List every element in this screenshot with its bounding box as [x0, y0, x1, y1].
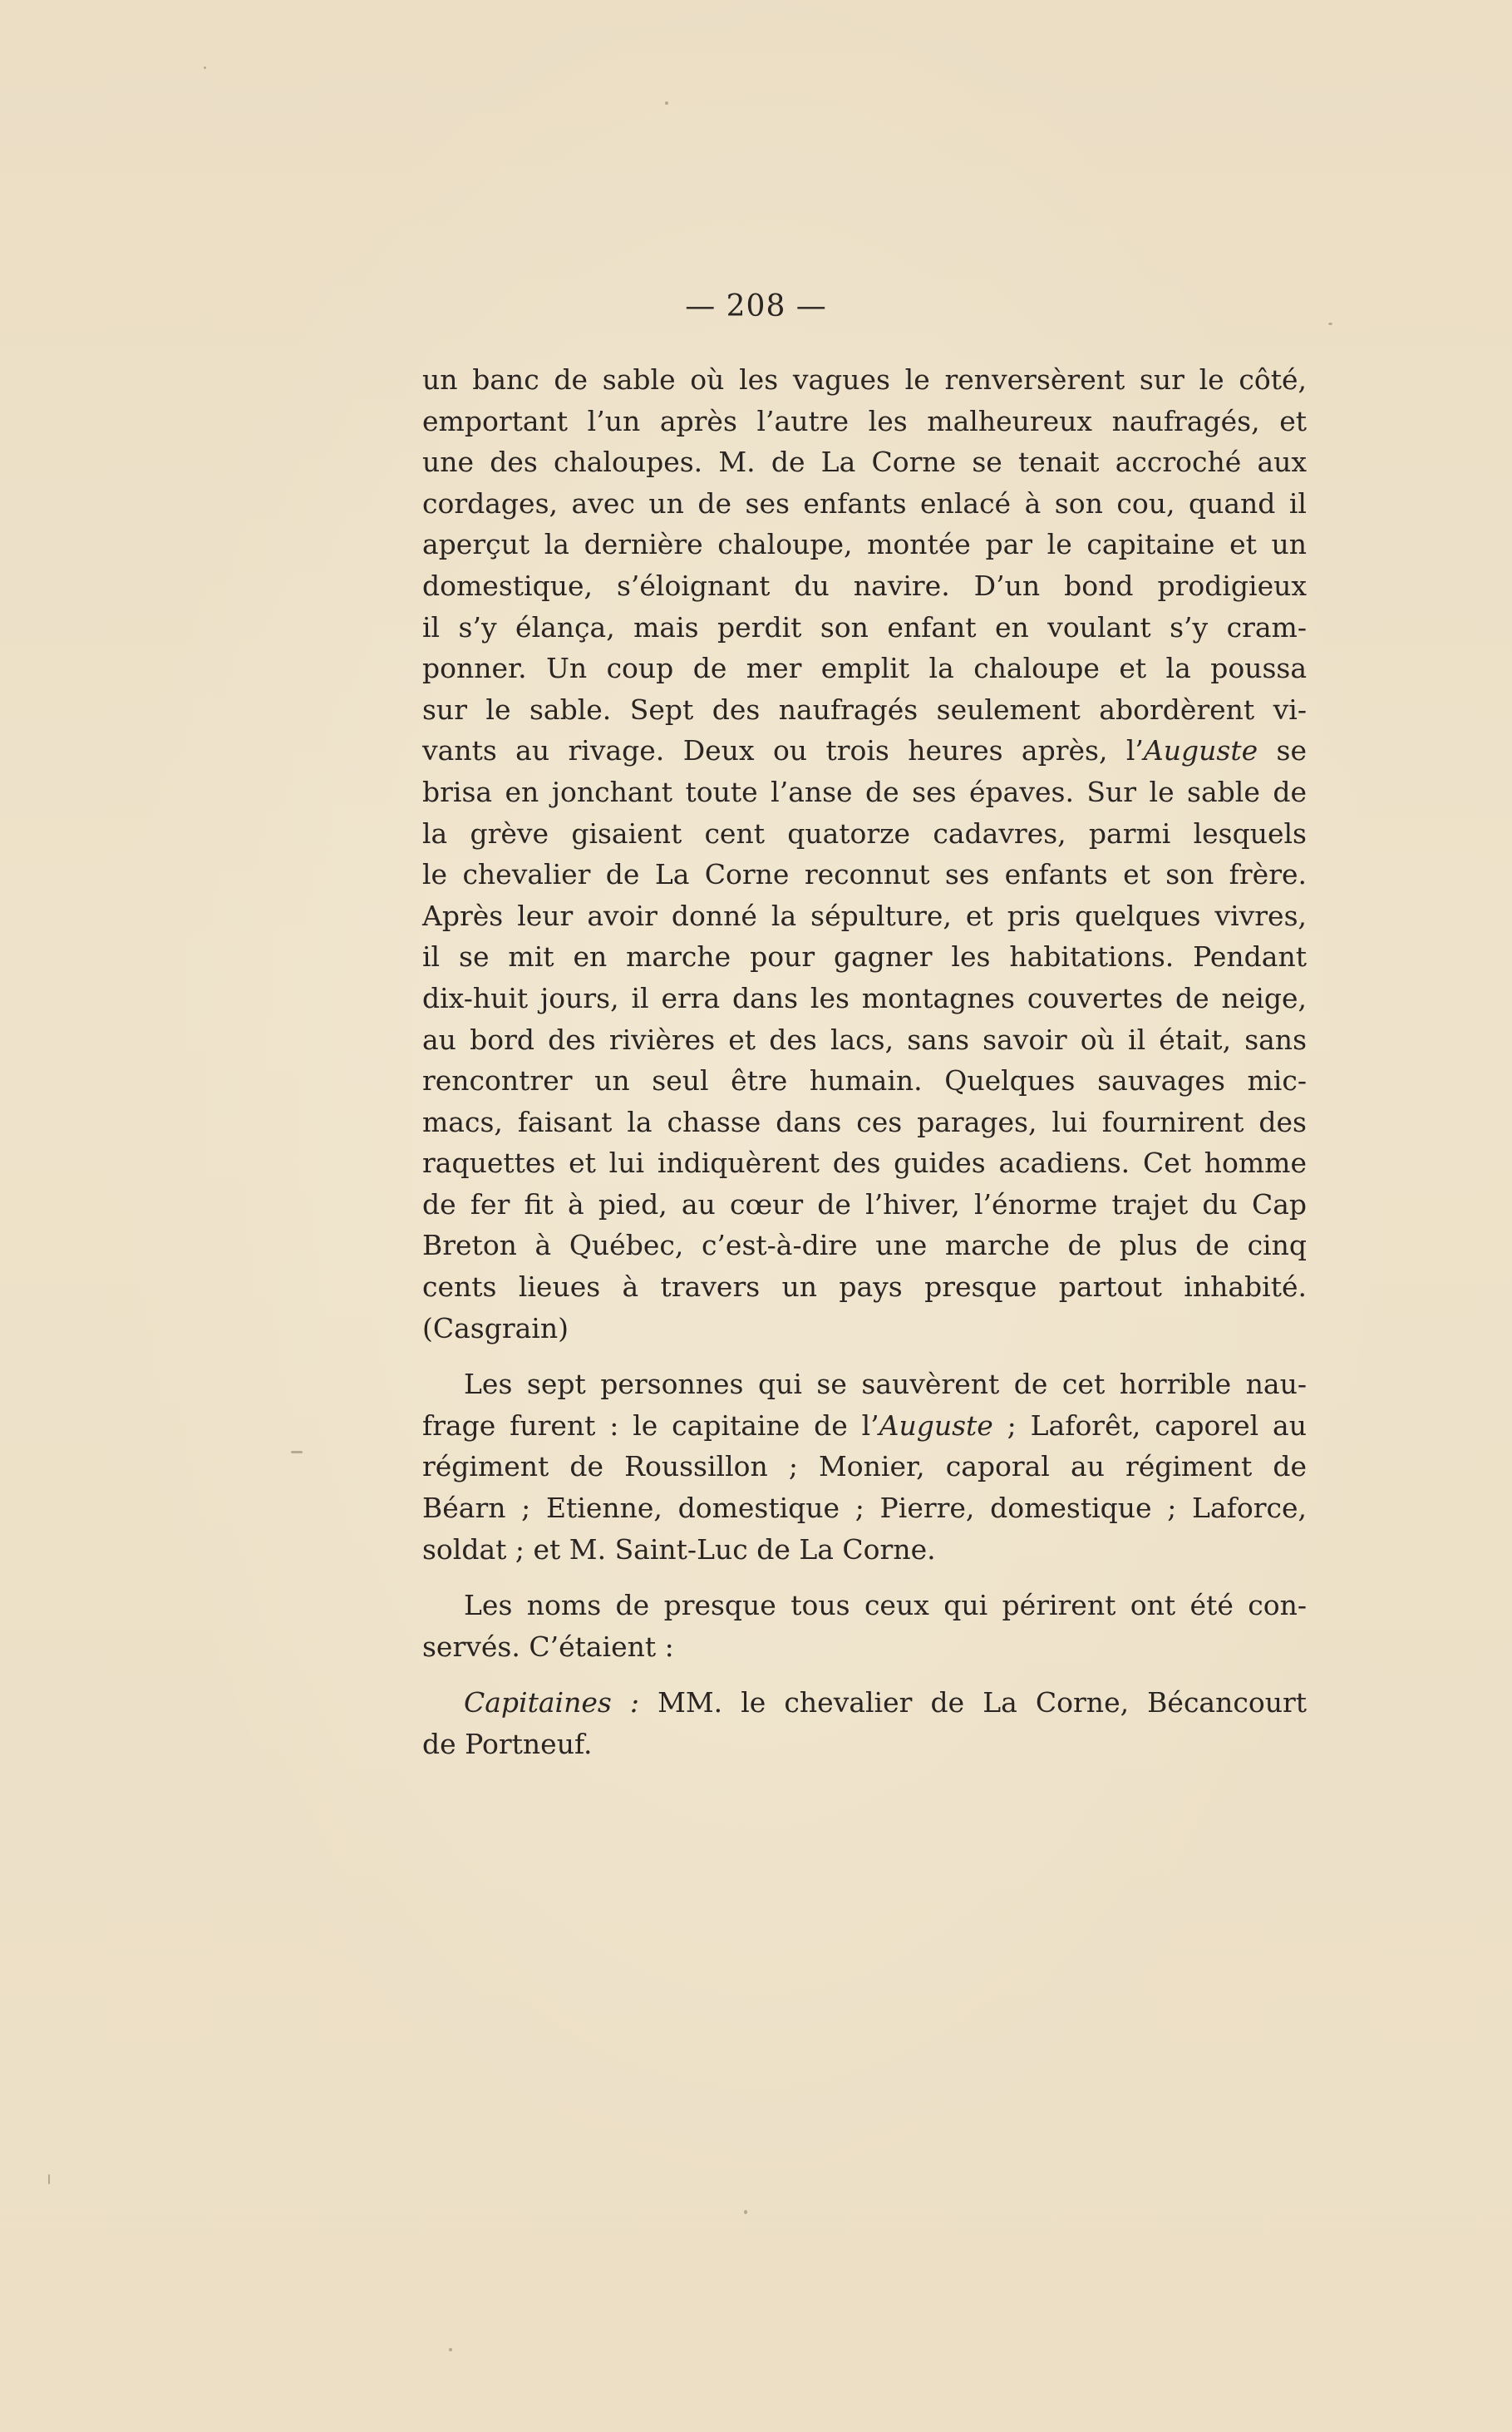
text-line: un banc de sable où les vagues le renversèrent sur le côté,	[422, 363, 1307, 396]
body-text	[422, 359, 1307, 1765]
paper-speck	[449, 2348, 452, 2351]
text-line: Les noms de presque tous ceux qui périrent ont été con-	[464, 1589, 1307, 1622]
paper-speck	[204, 67, 206, 69]
paper-speck	[665, 101, 668, 105]
text-line: au bord des rivières et des lacs, sans savoir où il était, sans	[422, 1023, 1307, 1056]
paper-speck	[48, 2174, 50, 2184]
text-line: de fer fit à pied, au cœur de l’hiver, l’énorme trajet du Cap	[422, 1187, 1307, 1221]
paragraph-survivors	[422, 1364, 1307, 1570]
text-line: Breton à Québec, c’est-à-dire une marche de plus de cinq	[422, 1229, 1307, 1262]
paragraph-narrative	[422, 359, 1307, 1349]
text-line: il se mit en marche pour gagner les habitations. Pendant	[422, 940, 1307, 974]
ship-name: Auguste	[1143, 734, 1258, 767]
text-line: le chevalier de La Corne reconnut ses enfants et son frère.	[422, 858, 1307, 891]
paper-speck	[744, 2210, 747, 2214]
text-line: aperçut la dernière chaloupe, montée par le capitaine et un	[422, 528, 1307, 561]
paper-speck	[291, 1451, 303, 1453]
page-number: — 208 —	[685, 289, 827, 323]
text-line: cordages, avec un de ses enfants enlacé à son cou, quand il	[422, 486, 1307, 520]
text-line	[422, 1682, 1307, 1724]
text-line: rencontrer un seul être humain. Quelques sauvages mic-	[422, 1064, 1307, 1098]
captains-label: Capitaines :	[464, 1686, 640, 1719]
text-line: cents lieues à travers un pays presque partout inhabité.	[422, 1270, 1307, 1304]
text-line: ponner. Un coup de mer emplit la chaloupe et la poussa	[422, 652, 1307, 685]
paragraph-victims-intro	[422, 1585, 1307, 1667]
text-line-citation: (Casgrain)	[422, 1311, 569, 1344]
text-line: dix-huit jours, il erra dans les montagnes couvertes de neige,	[422, 981, 1307, 1014]
text-line: Après leur avoir donné la sépulture, et pris quelques vivres,	[422, 899, 1307, 932]
text-line: servés. C’étaient :	[422, 1630, 674, 1663]
text-line: soldat ; et M. Saint-Luc de La Corne.	[422, 1532, 936, 1566]
text-line: emportant l’un après l’autre les malheureux naufragés, et	[422, 404, 1307, 437]
text-line: une des chaloupes. M. de La Corne se tenait accroché aux	[422, 446, 1307, 479]
text-line: il s’y élança, mais perdit son enfant en voulant s’y cram-	[422, 610, 1307, 644]
text-line: la grève gisaient cent quatorze cadavres, parmi lesquels	[422, 816, 1307, 850]
text-line: Les sept personnes qui se sauvèrent de cet horrible nau-	[464, 1368, 1307, 1401]
text-line: de Portneuf.	[422, 1728, 593, 1760]
text-line: frage furent : le capitaine de l’Auguste ; Laforêt, caporel au	[422, 1408, 1307, 1442]
paragraph-captains	[422, 1682, 1307, 1764]
text-line: brisa en jonchant toute l’anse de ses épaves. Sur le sable de	[422, 775, 1307, 808]
text-line: raquettes et lui indiquèrent des guides acadiens. Cet homme	[422, 1147, 1307, 1180]
text-line: domestique, s’éloignant du navire. D’un bond prodigieux	[422, 569, 1307, 602]
text-line: sur le sable. Sept des naufragés seulement abordèrent vi-	[422, 693, 1307, 726]
ship-name: Auguste	[879, 1408, 993, 1442]
captains-names: MM. le chevalier de La Corne, Bécancourt	[639, 1686, 1307, 1719]
text-line: vants au rivage. Deux ou trois heures après, l’Auguste se	[422, 734, 1307, 767]
text-line: macs, faisant la chasse dans ces parages, lui fournirent des	[422, 1105, 1307, 1138]
text-line: Béarn ; Etienne, domestique ; Pierre, domestique ; Laforce,	[422, 1492, 1307, 1525]
paper-speck	[1328, 323, 1332, 325]
text-line: régiment de Roussillon ; Monier, caporal au régiment de	[422, 1450, 1307, 1483]
